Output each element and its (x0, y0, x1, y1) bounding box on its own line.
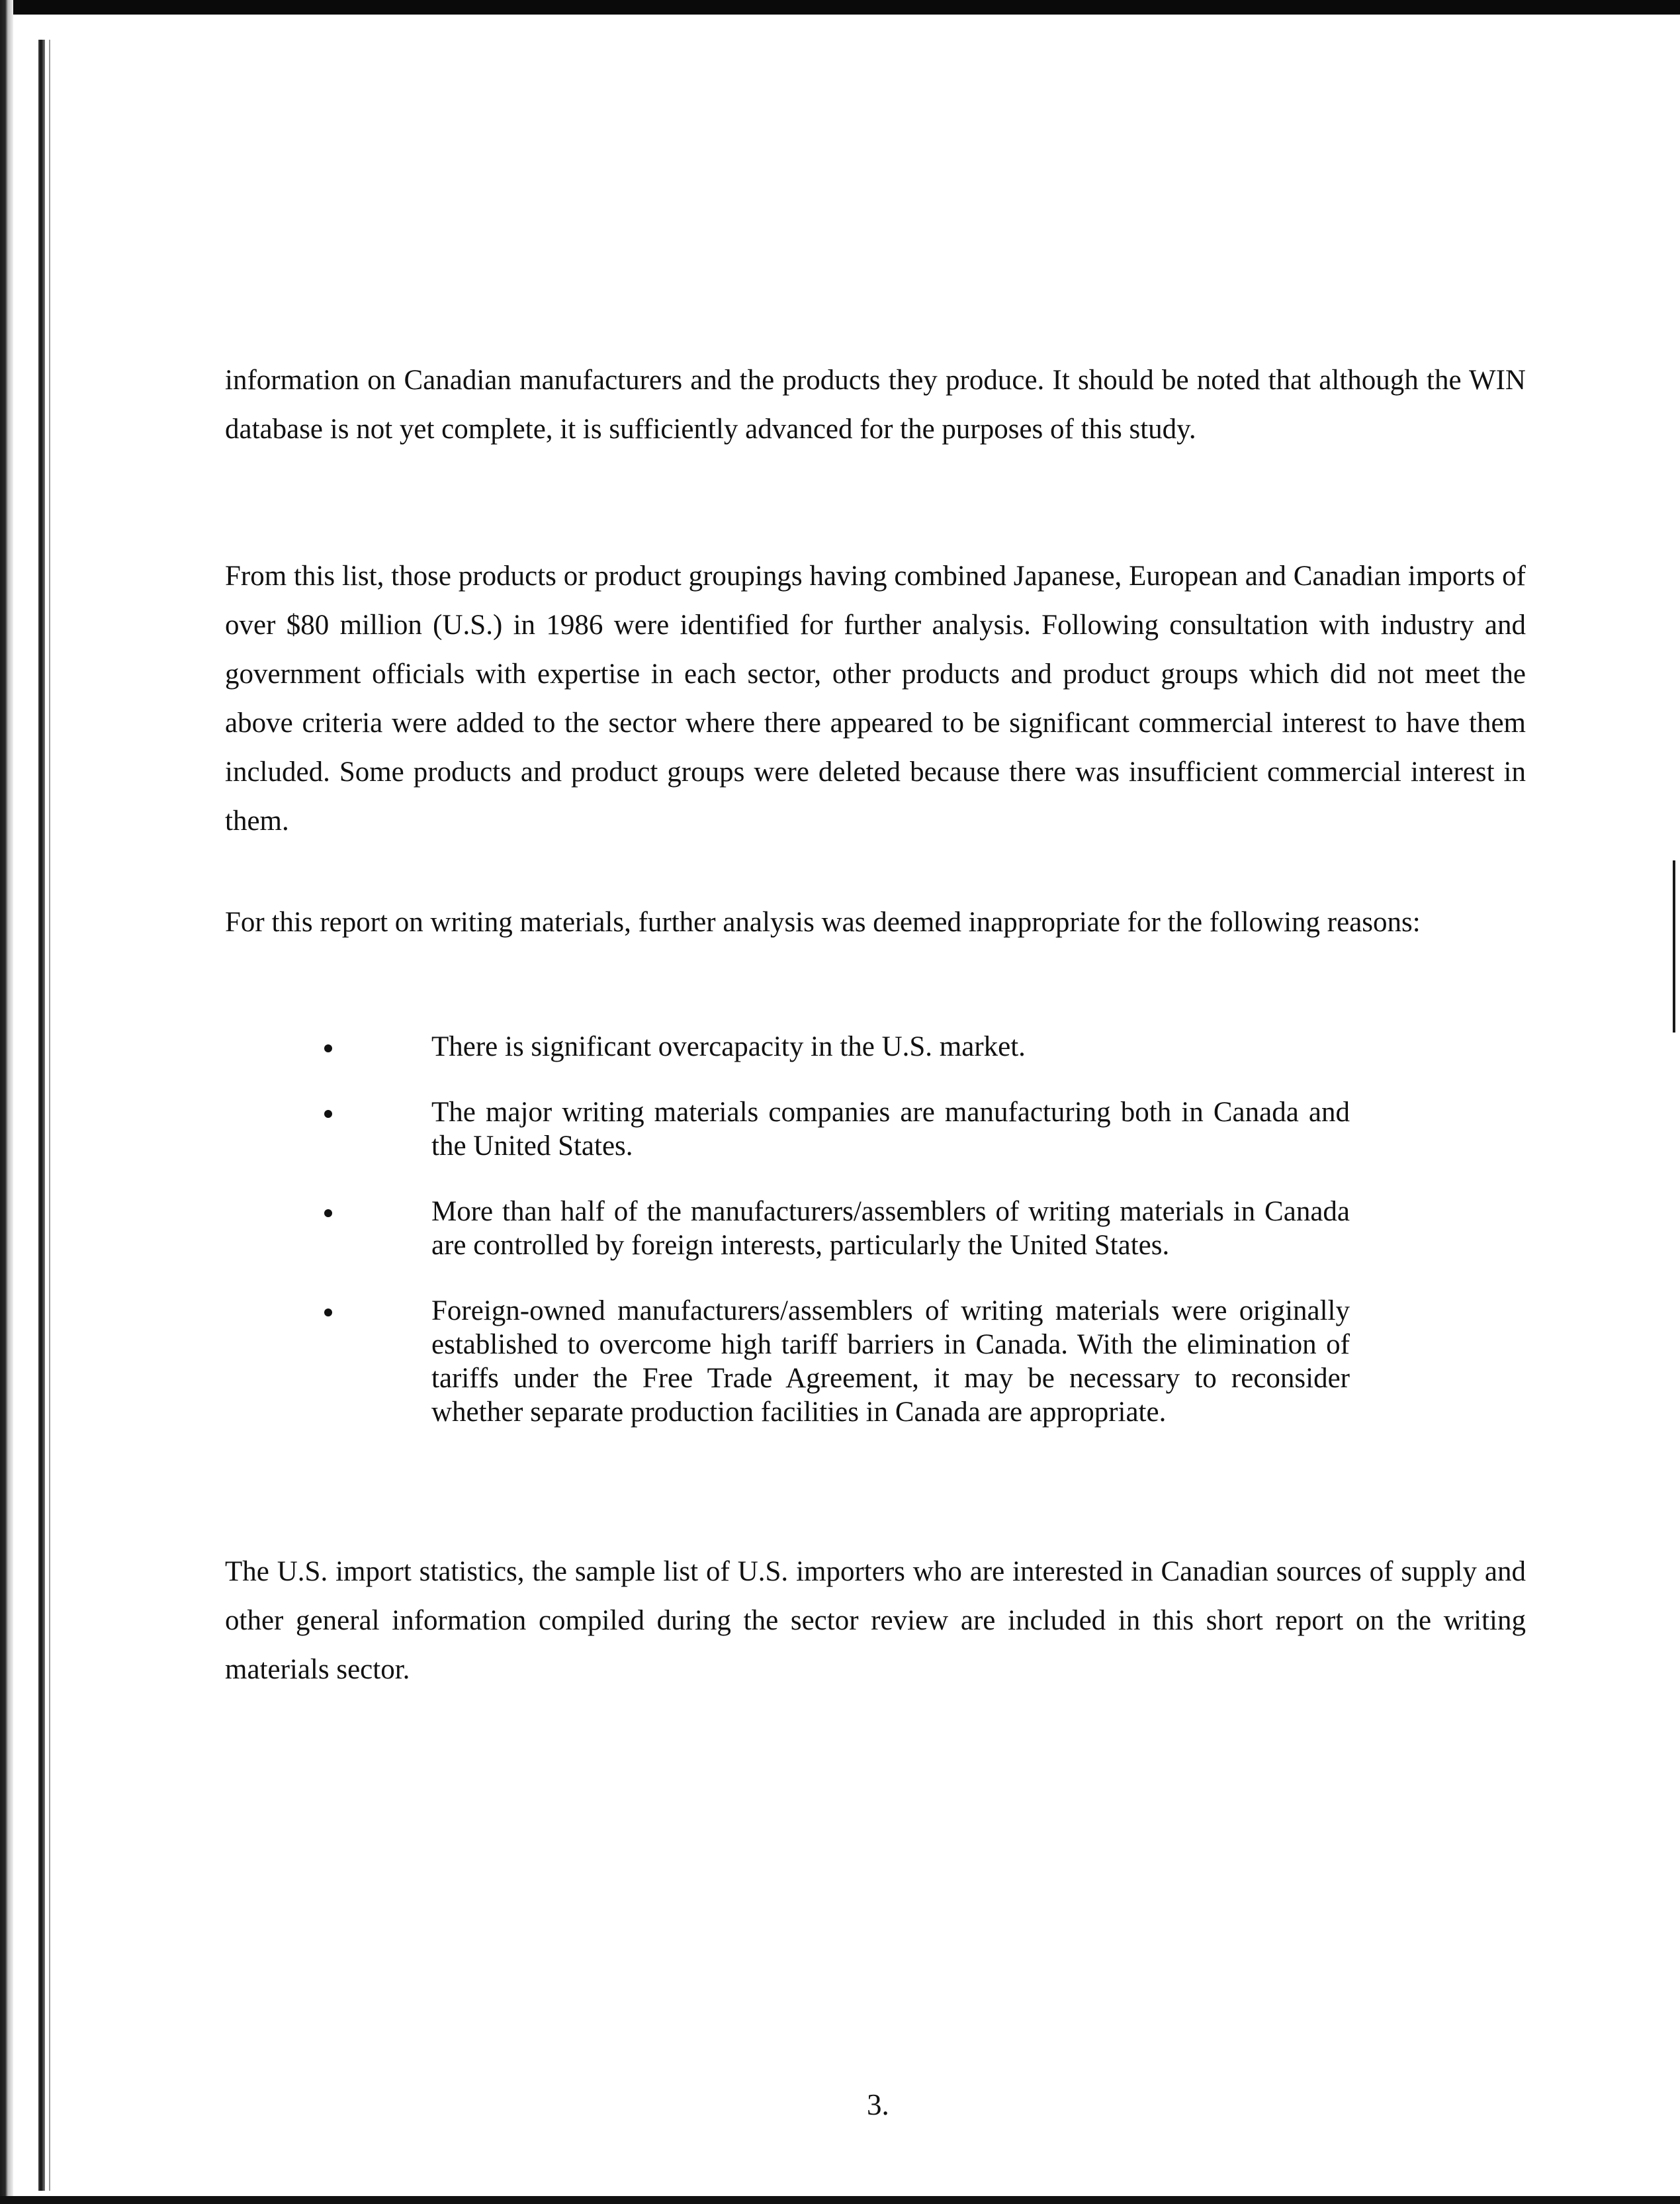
paragraph-report-contents: The U.S. import statistics, the sample list of U.S. importers who are interested in Canadian sources of supply and other general information compiled during the sector review are included in this short report on the writing materials sector. (225, 1556, 1526, 1685)
binding-shadow-line (38, 40, 45, 2191)
list-item-text: More than half of the manufacturers/assemblers of writing materials in Canada are controlled by foreign interests, particularly the United States. (431, 1196, 1350, 1261)
scan-bottom-edge (0, 2196, 1680, 2204)
paragraph-win-database: information on Canadian manufacturers and the products they produce. It should be noted that although the WIN database is not yet complete, it is sufficiently advanced for the purposes of this study. (225, 365, 1526, 445)
list-item (225, 1030, 1350, 1064)
bullet-icon (324, 1209, 332, 1217)
reasons-list (225, 1030, 1350, 1429)
bullet-icon (324, 1110, 332, 1118)
list-item-text: The major writing materials companies are manufacturing both in Canada and the United States. (431, 1097, 1350, 1162)
page-number: 3. (867, 2088, 889, 2121)
list-item-text: Foreign-owned manufacturers/assemblers of writing materials were originally established to overcome high tariff barriers in Canada. With the elimination of tariffs under the Free Trade Agreement, it may be necessary to reconsider whether separate production facilities in Canada are appropriate. (431, 1295, 1350, 1428)
paragraph-product-selection: From this list, those products or product groupings having combined Japanese, European and Canadian imports of over $80 million (U.S.) in 1986 were identified for further analysis. Following consultation with industry and government officials with expertise in each sector, other products and product groups which did not meet the above criteria were added to the sector where there appeared to be significant commercial interest to have them included. Some products and product groups were deleted because there was insufficient commercial interest in them. (225, 561, 1526, 837)
list-item (225, 1195, 1350, 1262)
paragraph-reasons-intro: For this report on writing materials, further analysis was deemed inappropriate for the following reasons: (225, 907, 1421, 938)
scan-top-edge (0, 0, 1680, 15)
bullet-icon (324, 1309, 332, 1316)
list-item (225, 1095, 1350, 1163)
scan-left-edge (0, 0, 13, 2204)
list-item (225, 1294, 1350, 1429)
scan-right-mark (1673, 860, 1675, 1033)
bullet-icon (324, 1044, 332, 1052)
binding-thin-line (49, 40, 50, 2191)
list-item-text: There is significant overcapacity in the U.S. market. (431, 1031, 1026, 1062)
